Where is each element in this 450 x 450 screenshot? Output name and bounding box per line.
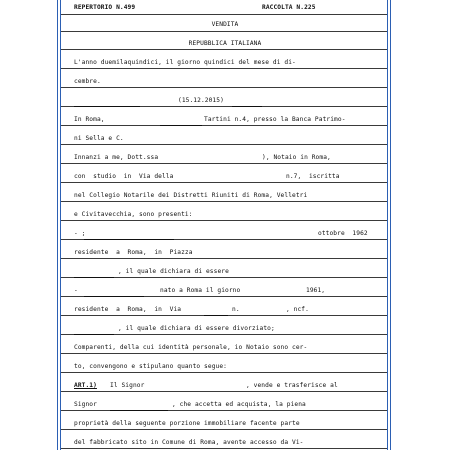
text-line: proprietà della seguente porzione immobiliare facente parte xyxy=(74,420,300,427)
text-line: cembre. xyxy=(74,78,101,85)
text-line: e Civitavecchia, sono presenti: xyxy=(74,211,193,218)
redacted-blank xyxy=(110,410,168,411)
text-line: Comparenti, della cui identità personale, io Notaio sono cer- xyxy=(74,344,308,351)
right-margin-border xyxy=(387,0,391,450)
text-line: ), Notaio in Roma, xyxy=(262,154,331,161)
text-line: - xyxy=(74,287,78,294)
text-line: In Roma, xyxy=(74,116,105,123)
text-line: residente a Roma, in Piazza xyxy=(74,249,193,256)
text-line: L'anno duemilaquindici, il giorno quindici del mese di di- xyxy=(74,59,296,66)
text-line: residente a Roma, in Via xyxy=(74,306,182,313)
raccolta-number: RACCOLTA N.225 xyxy=(262,4,316,11)
text-line: nato a Roma il giorno xyxy=(160,287,241,294)
text-line: (15.12.2015) xyxy=(178,97,224,104)
redacted-blank xyxy=(84,296,144,297)
text-line: 1961, xyxy=(306,287,326,294)
text-line: con studio in Via della xyxy=(74,173,174,180)
redacted-blank xyxy=(74,334,114,335)
text-line: n. xyxy=(232,306,240,313)
text-line: ottobre 1962 xyxy=(318,230,368,237)
redacted-blank xyxy=(74,277,114,278)
text-line: , il quale dichiara di essere divorziato; xyxy=(118,325,275,332)
text-line: n.7, iscritta xyxy=(286,173,340,180)
text-line: Tartini n.4, presso la Banca Patrimo- xyxy=(204,116,346,123)
text-line: to, convengono e stipulano quanto segue: xyxy=(74,363,228,370)
text-line: ni Sella e C. xyxy=(74,135,124,142)
text-line: - ; xyxy=(74,230,86,237)
repertorio-number: REPERTORIO N.499 xyxy=(74,4,136,11)
document-subtitle: REPUBBLICA ITALIANA xyxy=(188,40,262,47)
text-line: Signor xyxy=(74,401,97,408)
document-title: VENDITA xyxy=(211,21,239,28)
text-line: del fabbricato sito in Comune di Roma, avente accesso da Vi- xyxy=(74,439,304,446)
text-line: , ncf. xyxy=(286,306,309,313)
text-line: Innanzi a me, Dott.ssa xyxy=(74,154,159,161)
text-line: , che accetta ed acquista, la piena xyxy=(172,401,306,408)
text-line: , il quale dichiara di essere xyxy=(118,268,229,275)
article-label: ART.1) xyxy=(74,382,97,389)
redacted-blank xyxy=(232,106,262,107)
text-line: , vende e trasferisce al xyxy=(246,382,338,389)
redacted-blank xyxy=(74,106,140,107)
redacted-blank xyxy=(84,239,174,240)
redacted-blank xyxy=(204,315,228,316)
redacted-blank xyxy=(160,125,202,126)
text-line: nel Collegio Notarile dei Distretti Riuniti di Roma, Velletri xyxy=(74,192,308,199)
text-line: Il Signor xyxy=(110,382,145,389)
